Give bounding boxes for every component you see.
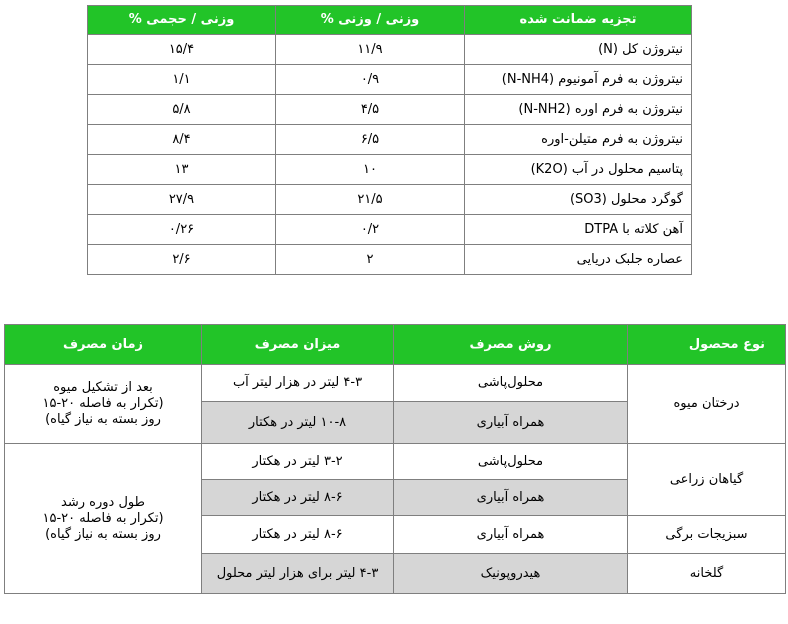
table-row: [88, 65, 692, 95]
nutrient-cell: عصاره جلبک دریایی: [465, 245, 692, 275]
amount-cell: ۸-۶ لیتر در هکتار: [202, 516, 394, 554]
crop-cell: گلخانه: [628, 554, 786, 594]
header-ww: وزنی / وزنی %: [276, 6, 465, 35]
nutrient-cell: نیتروژن کل (N): [465, 35, 692, 65]
table-header-row: [5, 325, 786, 365]
amount-cell: ۴-۳ لیتر در هزار لیتر آب: [202, 365, 394, 402]
header-method: روش مصرف: [394, 325, 628, 365]
amount-cell: ۳-۲ لیتر در هکتار: [202, 444, 394, 480]
fertilizer-analysis-table: [87, 5, 692, 275]
method-cell: محلول‌پاشی: [394, 444, 628, 480]
ww-cell: ۴/۵: [276, 95, 465, 125]
table-row: [88, 215, 692, 245]
table-row: [88, 245, 692, 275]
wv-cell: ۰/۲۶: [88, 215, 276, 245]
wv-cell: ۲۷/۹: [88, 185, 276, 215]
table-row: [88, 125, 692, 155]
table-header-row: [88, 6, 692, 35]
wv-cell: ۱/۱: [88, 65, 276, 95]
nutrient-cell: پتاسیم محلول در آب (K2O): [465, 155, 692, 185]
nutrient-cell: نیتروژن به فرم متیلن-اوره: [465, 125, 692, 155]
nutrient-cell: نیتروژن به فرم اوره (N-NH2): [465, 95, 692, 125]
table-row: [88, 185, 692, 215]
ww-cell: ۰/۲: [276, 215, 465, 245]
method-cell: همراه آبیاری: [394, 402, 628, 444]
amount-cell: ۱۰-۸ لیتر در هکتار: [202, 402, 394, 444]
timing-cell: طول دوره رشد (تکرار به فاصله ۲۰-۱۵ روز بسته به نیاز گیاه): [5, 444, 202, 594]
ww-cell: ۲۱/۵: [276, 185, 465, 215]
wv-cell: ۵/۸: [88, 95, 276, 125]
ww-cell: ۱۱/۹: [276, 35, 465, 65]
table-row: [5, 365, 786, 402]
ww-cell: ۲: [276, 245, 465, 275]
method-cell: همراه آبیاری: [394, 516, 628, 554]
nutrient-cell: گوگرد محلول (SO3): [465, 185, 692, 215]
amount-cell: ۸-۶ لیتر در هکتار: [202, 480, 394, 516]
table-row: [88, 35, 692, 65]
amount-cell: ۴-۳ لیتر برای هزار لیتر محلول: [202, 554, 394, 594]
ww-cell: ۱۰: [276, 155, 465, 185]
method-cell: هیدروپونیک: [394, 554, 628, 594]
header-amount: میزان مصرف: [202, 325, 394, 365]
crop-cell: گیاهان زراعی: [628, 444, 786, 516]
wv-cell: ۱۵/۴: [88, 35, 276, 65]
method-cell: محلول‌پاشی: [394, 365, 628, 402]
nutrient-cell: نیتروژن به فرم آمونیوم (N-NH4): [465, 65, 692, 95]
wv-cell: ۸/۴: [88, 125, 276, 155]
table-row: [5, 444, 786, 480]
nutrient-cell: آهن کلاته با DTPA: [465, 215, 692, 245]
table-row: [88, 95, 692, 125]
header-analysis: تجزیه ضمانت شده: [465, 6, 692, 35]
method-cell: همراه آبیاری: [394, 480, 628, 516]
ww-cell: ۶/۵: [276, 125, 465, 155]
header-crop-type: نوع محصول: [628, 325, 786, 365]
wv-cell: ۱۳: [88, 155, 276, 185]
application-table: [4, 324, 786, 594]
header-wv: وزنی / حجمی %: [88, 6, 276, 35]
table-row: [88, 155, 692, 185]
crop-cell: سبزیجات برگی: [628, 516, 786, 554]
crop-cell: درختان میوه: [628, 365, 786, 444]
timing-cell: بعد از تشکیل میوه (تکرار به فاصله ۲۰-۱۵ روز بسته به نیاز گیاه): [5, 365, 202, 444]
wv-cell: ۲/۶: [88, 245, 276, 275]
ww-cell: ۰/۹: [276, 65, 465, 95]
header-timing: زمان مصرف: [5, 325, 202, 365]
